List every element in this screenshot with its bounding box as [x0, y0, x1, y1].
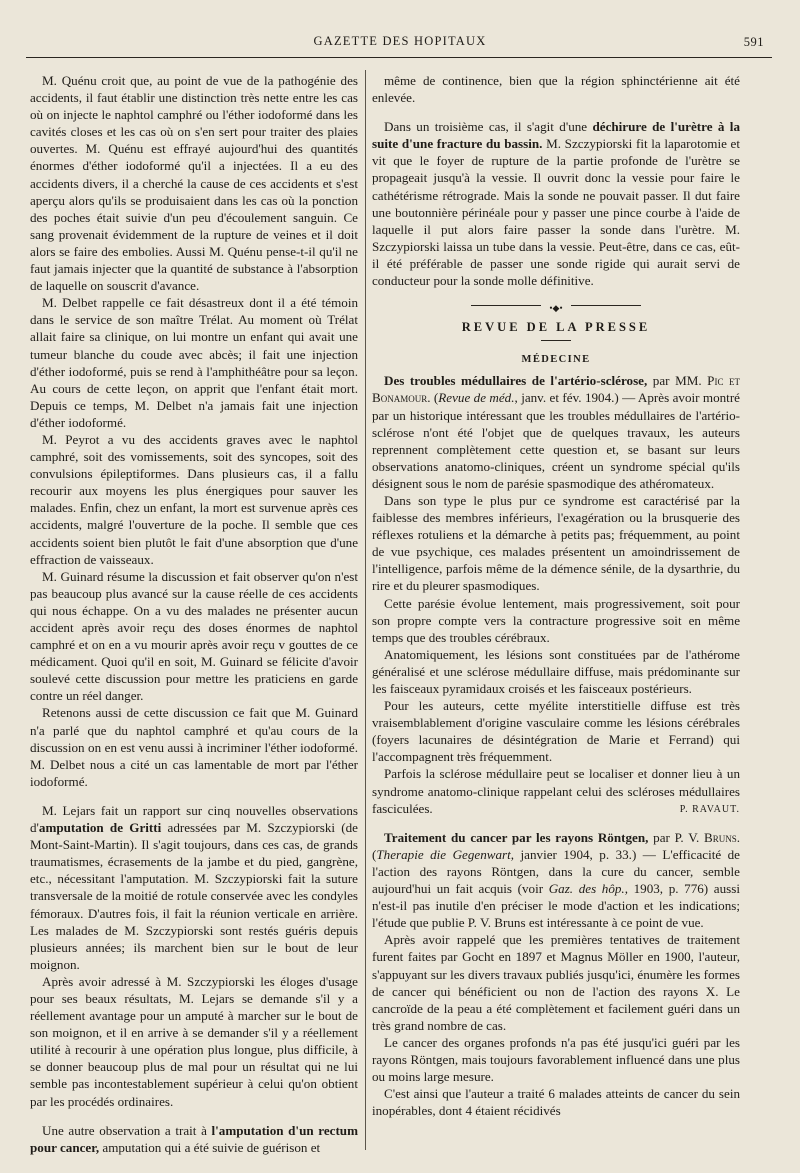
- paragraph-continence: même de continence, bien que la région sphinctérienne ait été enlevée.: [372, 73, 740, 106]
- ornament-glyph: •◆•: [541, 300, 571, 317]
- paragraph-retenons: Retenons aussi de cette discussion ce fait que M. Guinard n'a parlé que du naphtol camphré et qu'au cours de la discussion on en est venu aussi à incriminer l'éther iodoformé. M. Delbet nous a cité un cas lamentable de mort par l'éther iodoformé.: [30, 705, 358, 789]
- a1-body: , janv. et fév. 1904.) — Après avoir montré par un historique intéressant que les troubles médullaires de l'artério-sclérose n'ont été l'objet que de quelques travaux, les auteurs reprennent complètement cette question et, se basant sur leurs observations anatomo-cliniques, créent un syndrome spécial qu'ils désignent sous le nom de parésie spasmodique des athéromateux.: [372, 390, 740, 491]
- column-divider: [365, 70, 366, 1150]
- a2-rest: 1903, p. 776) aussi n'est-il pas inutile d'en préciser le mode d'action et les indications; l'étude que publie P. V. Bruns est intéressante à ce point de vue.: [372, 881, 740, 931]
- a1-p6-text: Parfois la sclérose médullaire peut se localiser et donner lieu à un syndrome anatomo-clinique rappelant celui des scléroses médullaires fasciculées.: [372, 766, 740, 816]
- a2-gaz: Gaz. des hôp.,: [548, 881, 628, 897]
- article-rontgen-title: Traitement du cancer par les rayons Röntgen,: [384, 829, 649, 845]
- paragraph-uretre: [372, 118, 740, 289]
- article-troubles-p2: Dans son type le plus pur ce syndrome est caractérisé par la faiblesse des membres inférieurs, l'exagération ou la brusquerie des réflexes rotuliens et la démarche à petits pas; fréquemment, au point de vue psychique, ces malades présentent un amoindrissement de l'intelligence, parfois même de la démence sénile, de la dysarthrie, du rire et du pleurer spasmodiques.: [372, 492, 740, 594]
- a1-par: par MM.: [647, 373, 708, 389]
- a2-author: Bruns.: [703, 829, 740, 845]
- article-rontgen-p2: Après avoir rappelé que les premières tentatives de traitement furent faites par Gocht en 1897 et Magnus Möller en 1900, l'auteur, s'appuyant sur les divers travaux publiés jusqu'ici, énumère les formes de cancer qui bénéficient ou non de l'action des rayons X. Le cancroïde de la peau a été complètement et facilement guéri dans un très grand nombre de cas.: [372, 932, 740, 1033]
- article-troubles-p5: Pour les auteurs, cette myélite interstitielle diffuse est très vraisemblablement d'origine vasculaire comme les lésions cérébrales (foyers lacunaires de désintégration de Marie et Ferrand) qui l'accompagnent très fréquemment.: [372, 698, 740, 765]
- heading-short-rule: [541, 340, 571, 341]
- paragraph-lejars: [30, 802, 358, 973]
- article-rontgen-p4: C'est ainsi que l'auteur a traité 6 malades atteints de cancer du sein inopérables, dont 4 étaient récidivés: [372, 1086, 740, 1119]
- a2-journal: Therapie die Gegenwart,: [376, 846, 515, 862]
- paragraph-quenu: M. Quénu croit que, au point de vue de la pathogénie des accidents, il faut établir une distinction très nette entre les cas où on injecte le naphtol camphré ou l'éther iodoformé dans les cavités closes et les cas où on s'en sert pour traiter des plaies ouvertes. M. Quénu est effrayé aujourd'hui des quantités énormes d'éther iodoformé qu'il a injectées. Il a eu des accidents divers, il a cherché la cause de ces accidents et s'est aperçu alors qu'ils se produisaient dans les cas où la ponction des poches était suivie d'un peu d'écoulement sanguin. Ce sang provenait évidemment de la rupture de veines et il doit alors se faire des embolies. Aussi M. Quénu pense-t-il qu'il ne faut jamais injecter que la quantité de substance à l'absorption de laquelle on souscrit d'avance.: [30, 73, 358, 294]
- right-column: [372, 72, 740, 1119]
- paragraph-lejars-2: Après avoir adressé à M. Szczypiorski les éloges d'usage pour ses beaux résultats, M. Lejars se demande s'il y a réellement avantage pour un amputé à marcher sur le bout de son moignon, et il en arrive à se demander s'il y a réellement utilité à recourir à une opération plus longue, plus difficile, à se donner beaucoup plus de mal pour un résultat qui ne lui semble pas incontestablement supérieur à celui qu'on obtient par les procédés ordinaires.: [30, 973, 358, 1109]
- rectum-text-c: amputation qui a été suivie de guérison et: [99, 1139, 321, 1155]
- article-troubles: [372, 372, 740, 492]
- lejars-text-a: M. Lejars fait un rapport sur cinq nouvelles observations d': [30, 802, 358, 836]
- article-rontgen-p3: Le cancer des organes profonds n'a pas été jusqu'ici guéri par les rayons Röntgen, mais toujours favorablement influencé dans une plus ou moins large mesure.: [372, 1034, 740, 1085]
- a1-open: (: [430, 390, 439, 406]
- lejars-text-c: adressées par M. Szczypiorski (de Mont-Saint-Martin). Il s'agit toujours, dans ces cas, de grands traumatismes, écrasements de la jambe et du pied, gangrène, etc., nécessitant l'amputation. M. Szczypiorski fait la suture transversale de la moitié de rotule conservée avec les condyles fémoraux. D'autres fois, il fait la réunion verticale en arrière. Les malades de M. Szczypiorski sont restés guéris depuis plusieurs années; ils marchent bien sur le bout de leur moignon.: [30, 820, 358, 972]
- article-rontgen: [372, 829, 740, 932]
- left-column: [30, 72, 358, 1156]
- gritti-highlight: amputation de Gritti: [38, 820, 162, 836]
- a1-authors: Pic et Bonamour.: [372, 373, 740, 406]
- a2-open: (: [372, 846, 377, 862]
- section-ornament-rule: [471, 301, 641, 314]
- a2-par: par P. V.: [648, 829, 704, 845]
- author-signature: P. RAVAUT.: [679, 803, 740, 815]
- paragraph-guinard: M. Guinard résume la discussion et fait observer qu'on n'est pas beaucoup plus avancé sur la cause réelle de ces accidents qui nous échappe. On a vu des malades ne présenter aucun accident après avoir reçu des doses énormes de naphtol camphré et on en a vu mourir après avoir reçu v gouttes de ce médicament. Quoi qu'il en soit, M. Guinard se félicite d'avoir soulevé cette discussion pour mettre les praticiens en garde contre un réel danger.: [30, 568, 358, 704]
- uretre-highlight: déchirure de l'urètre à la suite d'une fracture du bassin.: [372, 119, 740, 152]
- journal-title: GAZETTE DES HOPITAUX: [313, 34, 487, 48]
- uretre-text-c: M. Szczypiorski fit la laparotomie et vit que le foyer de rupture de la partie profonde de l'urètre se propageait jusqu'à la vessie. Il ouvrit donc la vessie pour faire le cathétérisme rétrograde. Mais la sonde ne pouvait passer. Il dut faire une boutonnière périnéale pour y passer une pince courbe à l'aide de laquelle il put alors faire passer la sonde dans l'urètre. M. Szczypiorski laissa un tube dans la vessie. Peut-être, dans ce cas, eût-il été préférable de passer une sonde rigide qui aurait servi de conducteur pour la sonde molle définitive.: [372, 136, 741, 289]
- revue-heading: REVUE DE LA PRESSE: [461, 320, 651, 335]
- paragraph-peyrot: M. Peyrot a vu des accidents graves avec le naphtol camphré, soit des vomissements, soit des syncopes, soit des convulsions épileptiformes. Dans plusieurs cas, il a fallu recourir aux moyens les plus énergiques pour sauver les malades. Enfin, chez un enfant, la mort est survenue après ces accidents, malgré l'ouverture de la poche. Il semble que ces accidents soient bien plutôt le fait d'une absorption que d'une effraction de vaisseaux.: [30, 431, 358, 567]
- article-troubles-p3: Cette parésie évolue lentement, mais progressivement, soit pour son propre compte vers la contracture progressive soit en même temps que des troubles cérébraux.: [372, 595, 740, 645]
- header-rule: [26, 57, 772, 58]
- article-troubles-p6: [372, 765, 740, 816]
- a2-date: janvier 1904, p. 33.) — L'efficacité de l'action des rayons Röntgen, dans la cure du cancer, semble aujourd'hui un fait acquis (voir: [372, 846, 740, 897]
- rectum-text-a: Une autre observation a trait à: [42, 1122, 212, 1138]
- a1-journal: Revue de méd.: [438, 390, 515, 406]
- uretre-text-a: Dans un troisième cas, il s'agit d'une: [384, 119, 593, 135]
- page-number: 591: [743, 35, 764, 49]
- page-header: [30, 34, 770, 56]
- rectum-highlight: l'amputation d'un rectum pour cancer,: [30, 1122, 358, 1155]
- paragraph-delbet: M. Delbet rappelle ce fait désastreux dont il a été témoin dans le service de son maître Trélat. Au moment où Trélat allait faire sa clinique, on lui montre un enfant qui avait une tumeur blanche du coude avec abcès; il fait une injection d'éther iodoformé, puis se rend à l'amphithéâtre pour sa leçon. Au cours de cette leçon, on apprit que l'enfant était mort. Depuis ce temps, M. Delbet n'a jamais fait une injection d'éther iodoformé.: [30, 295, 358, 430]
- section-medecine: MÉDECINE: [521, 354, 591, 366]
- article-troubles-p4: Anatomiquement, les lésions sont constituées par de l'athérome généralisé et une sclérose médullaire diffuse, mais prédominante sur les faisceaux pyramidaux croisés et les faisceaux postérieurs.: [372, 646, 740, 696]
- article-troubles-title: Des troubles médullaires de l'artério-sclérose,: [384, 373, 648, 389]
- paragraph-rectum: [30, 1122, 358, 1156]
